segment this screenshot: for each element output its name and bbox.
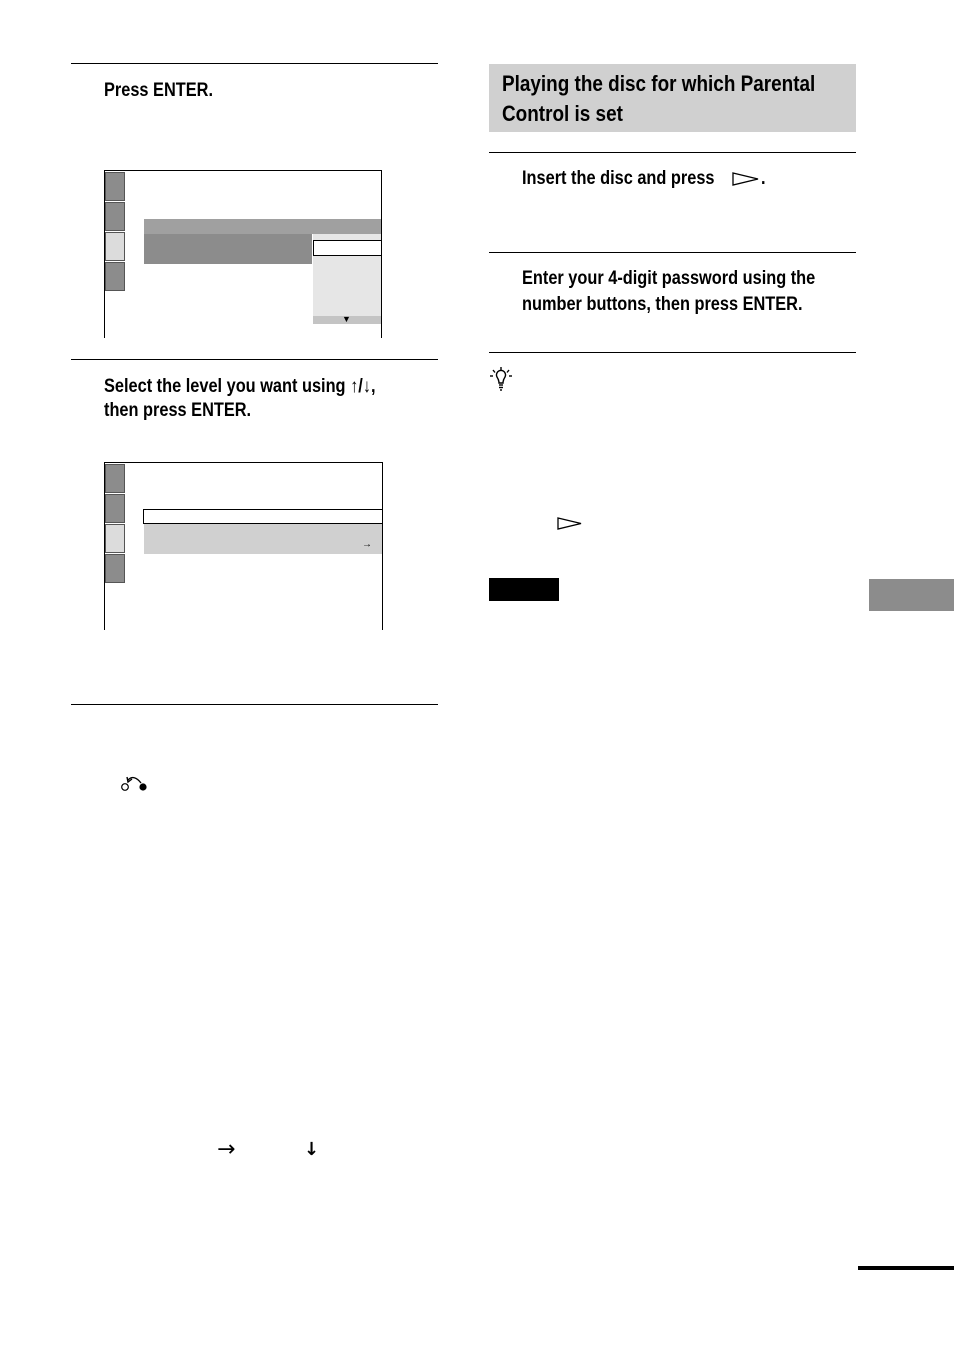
divider — [71, 63, 438, 64]
menu-tab — [105, 464, 125, 493]
menu-screen-2 — [104, 462, 383, 630]
arrow-right-icon: → — [217, 1137, 236, 1162]
step-enter-password-line1: Enter your 4-digit password using the — [522, 268, 816, 289]
step-insert-disc: Insert the disc and press — [522, 168, 715, 189]
scroll-down-icon: ▼ — [342, 314, 351, 324]
step-press-enter: Press ENTER. — [104, 80, 213, 101]
menu-tab — [105, 494, 125, 523]
continued-bar — [858, 1266, 954, 1270]
menu-tab — [105, 202, 125, 231]
menu-header-bar — [144, 219, 381, 234]
divider — [71, 704, 438, 705]
return-icon — [119, 774, 149, 794]
play-icon — [732, 171, 760, 187]
menu-selected-row — [144, 234, 312, 264]
divider — [71, 359, 438, 360]
menu-screen-1 — [104, 170, 382, 338]
option-highlight — [313, 240, 382, 256]
level-row — [144, 524, 382, 554]
section-title-line2: Control is set — [502, 101, 623, 126]
divider — [489, 352, 856, 353]
side-section-tab — [869, 579, 954, 611]
divider — [489, 252, 856, 253]
level-highlight — [143, 509, 383, 524]
menu-tab — [105, 524, 125, 553]
step-select-level-line1: Select the level you want using ↑/↓, — [104, 376, 376, 397]
menu-tab — [105, 172, 125, 201]
arrow-down-icon: ↓ — [304, 1139, 320, 1160]
section-title-line1: Playing the disc for which Parental — [502, 71, 816, 96]
tip-icon — [489, 366, 513, 392]
period: . — [761, 168, 766, 189]
menu-tab — [105, 554, 125, 583]
menu-tab — [105, 232, 125, 261]
step-select-level-line2: then press ENTER. — [104, 400, 252, 421]
section-heading — [489, 64, 856, 132]
arrow-right-icon: → — [362, 539, 372, 550]
note-badge — [489, 578, 559, 601]
menu-tab — [105, 262, 125, 291]
step-enter-password-line2: number buttons, then press ENTER. — [522, 294, 803, 315]
divider — [489, 152, 856, 153]
play-icon — [557, 516, 583, 531]
